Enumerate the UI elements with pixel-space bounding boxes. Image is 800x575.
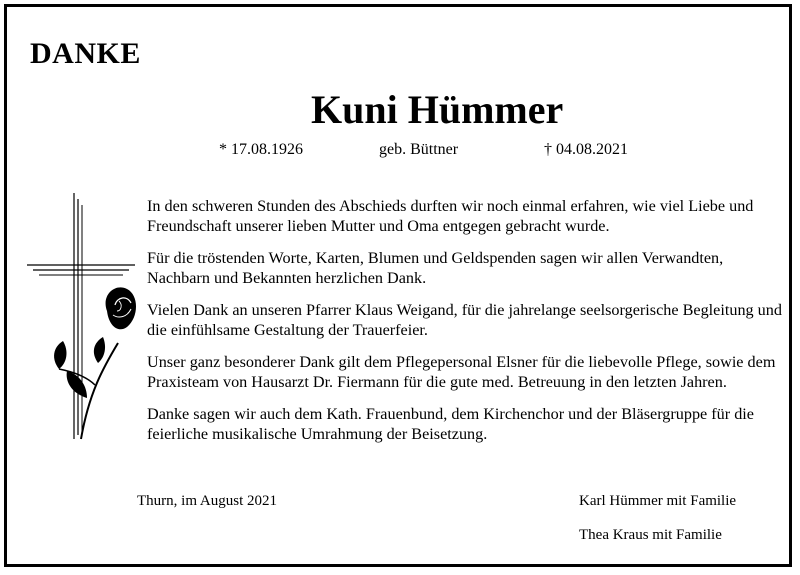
paragraph: Vielen Dank an unseren Pfarrer Klaus Weigand, für die jahrelange seelsorgerische Begleitung und die einfühlsame Gestaltung der Trauerfeier. xyxy=(147,301,782,339)
paragraph: In den schweren Stunden des Abschieds durften wir noch einmal erfahren, wie viel Liebe und Freundschaft unserer lieben Mutter und Oma entgegen gebracht wurde. xyxy=(147,197,754,235)
thank-you-text xyxy=(147,196,783,456)
obituary-notice xyxy=(4,4,792,567)
birth-date: * 17.08.1926 xyxy=(219,141,303,158)
signature: Thea Kraus mit Familie xyxy=(579,527,722,543)
death-date: † 04.08.2021 xyxy=(544,141,628,158)
place-date: Thurn, im August 2021 xyxy=(137,493,278,509)
signature: Karl Hümmer mit Familie xyxy=(579,493,737,509)
paragraph: Danke sagen wir auch dem Kath. Frauenbund, dem Kirchenchor und der Bläsergruppe für die feierliche musikalische Umrahmung der Beisetzung. xyxy=(147,405,754,443)
deceased-name: Kuni Hümmer xyxy=(311,87,564,132)
header-title: DANKE xyxy=(30,37,141,70)
paragraph: Für die tröstenden Worte, Karten, Blumen und Geldspenden sagen wir allen Verwandten, Nachbarn und Bekannten herzlichen Dank. xyxy=(147,249,724,287)
cross-with-rose-icon xyxy=(23,193,141,441)
paragraph: Unser ganz besonderer Dank gilt dem Pflegepersonal Elsner für die liebevolle Pflege, sowie dem Praxisteam von Hausarzt Dr. Fiermann für die gute med. Betreuung in den letzten Jahren. xyxy=(147,353,776,391)
maiden-name: geb. Büttner xyxy=(379,141,459,158)
